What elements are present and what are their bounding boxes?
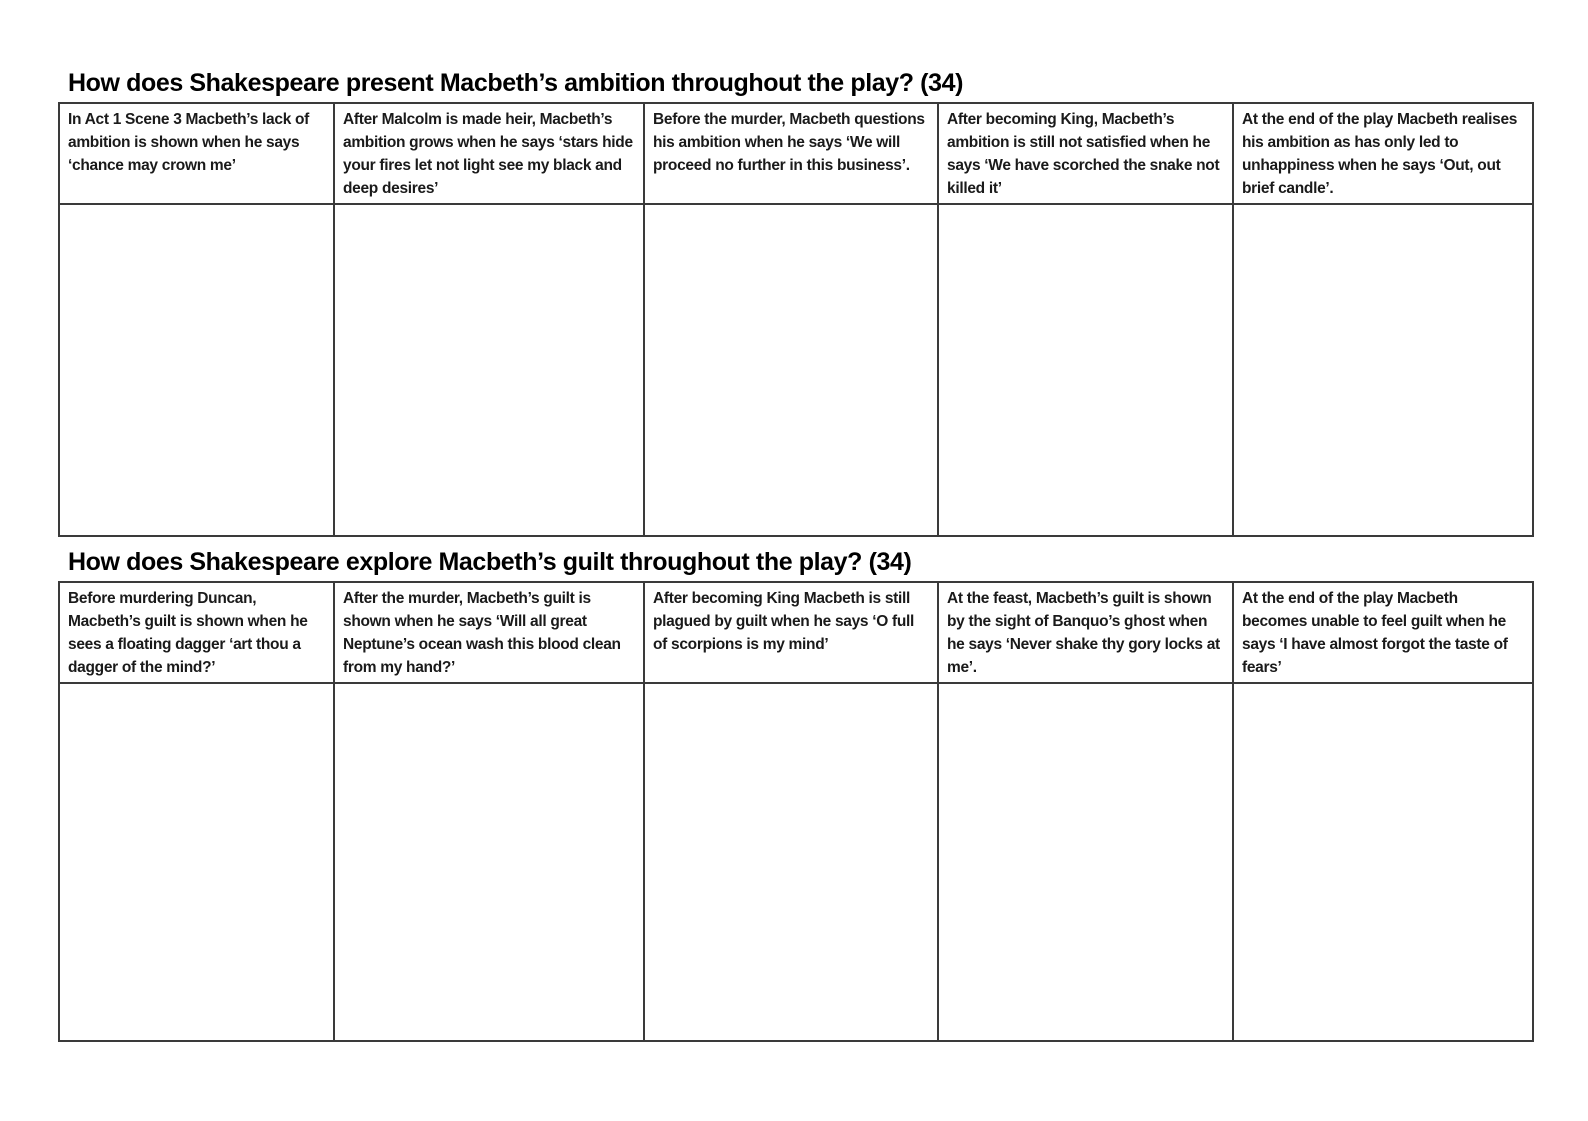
ambition-answer-row — [59, 204, 1533, 536]
guilt-prompt-row — [59, 582, 1533, 683]
ambition-answer-box[interactable] — [1233, 204, 1533, 536]
guilt-prompt-cell: At the end of the play Macbeth becomes unable to feel guilt when he says ‘I have almost forgot the taste of fears’ — [1233, 582, 1533, 683]
guilt-section — [58, 547, 1532, 1042]
ambition-answer-box[interactable] — [938, 204, 1233, 536]
guilt-answer-box[interactable] — [334, 683, 644, 1041]
ambition-prompt-cell: After Malcolm is made heir, Macbeth’s ambition grows when he says ‘stars hide your fires let not light see my black and deep desires’ — [334, 103, 644, 204]
guilt-answer-box[interactable] — [938, 683, 1233, 1041]
guilt-table — [58, 581, 1534, 1042]
guilt-answer-row — [59, 683, 1533, 1041]
ambition-answer-box[interactable] — [59, 204, 334, 536]
ambition-question-heading: How does Shakespeare present Macbeth’s ambition throughout the play? (34) — [68, 69, 964, 97]
guilt-question-heading: How does Shakespeare explore Macbeth’s guilt throughout the play? (34) — [68, 548, 912, 576]
ambition-prompt-cell: Before the murder, Macbeth questions his ambition when he says ‘We will proceed no further in this business’. — [644, 103, 938, 204]
guilt-prompt-cell: Before murdering Duncan, Macbeth’s guilt is shown when he sees a floating dagger ‘art thou a dagger of the mind?’ — [59, 582, 334, 683]
ambition-table — [58, 102, 1534, 537]
ambition-section — [58, 68, 1532, 537]
ambition-prompt-cell: At the end of the play Macbeth realises his ambition as has only led to unhappiness when he says ‘Out, out brief candle’. — [1233, 103, 1533, 204]
guilt-answer-box[interactable] — [644, 683, 938, 1041]
guilt-prompt-cell: At the feast, Macbeth’s guilt is shown by the sight of Banquo’s ghost when he says ‘Never shake thy gory locks at me’. — [938, 582, 1233, 683]
ambition-prompt-row — [59, 103, 1533, 204]
ambition-prompt-cell: After becoming King, Macbeth’s ambition is still not satisfied when he says ‘We have scorched the snake not killed it’ — [938, 103, 1233, 204]
guilt-prompt-cell: After the murder, Macbeth’s guilt is shown when he says ‘Will all great Neptune’s ocean wash this blood clean from my hand?’ — [334, 582, 644, 683]
guilt-answer-box[interactable] — [59, 683, 334, 1041]
guilt-prompt-cell: After becoming King Macbeth is still plagued by guilt when he says ‘O full of scorpions is my mind’ — [644, 582, 938, 683]
ambition-prompt-cell: In Act 1 Scene 3 Macbeth’s lack of ambition is shown when he says ‘chance may crown me’ — [59, 103, 334, 204]
ambition-answer-box[interactable] — [334, 204, 644, 536]
guilt-answer-box[interactable] — [1233, 683, 1533, 1041]
ambition-answer-box[interactable] — [644, 204, 938, 536]
